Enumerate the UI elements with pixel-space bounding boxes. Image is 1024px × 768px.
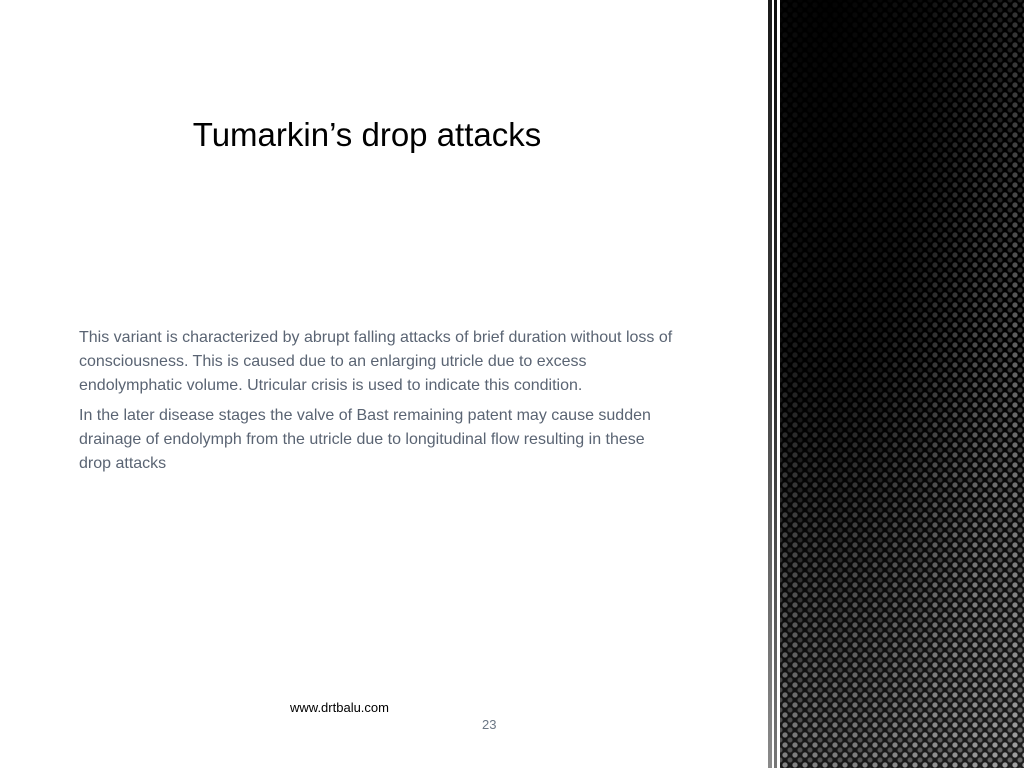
slide-body xyxy=(79,326,679,482)
body-paragraph-1: This variant is characterized by abrupt falling attacks of brief duration without loss of consciousness. This is caused due to an enlarging utricle due to excess endolymphatic volume. Utricular crisis is used to indicate this condition. xyxy=(79,329,673,394)
decorative-mesh-shading xyxy=(780,0,1024,768)
slide-title: Tumarkin’s drop attacks xyxy=(192,116,542,153)
page-number: 23 xyxy=(482,717,497,732)
decorative-stripe-left xyxy=(768,0,772,768)
body-paragraph-2: In the later disease stages the valve of Bast remaining patent may cause sudden drainage of endolymph from the utricle due to longitudinal flow resulting in these drop attacks xyxy=(79,407,651,472)
decorative-stripe-right xyxy=(774,0,777,768)
footer-url: www.drtbalu.com xyxy=(290,700,389,715)
